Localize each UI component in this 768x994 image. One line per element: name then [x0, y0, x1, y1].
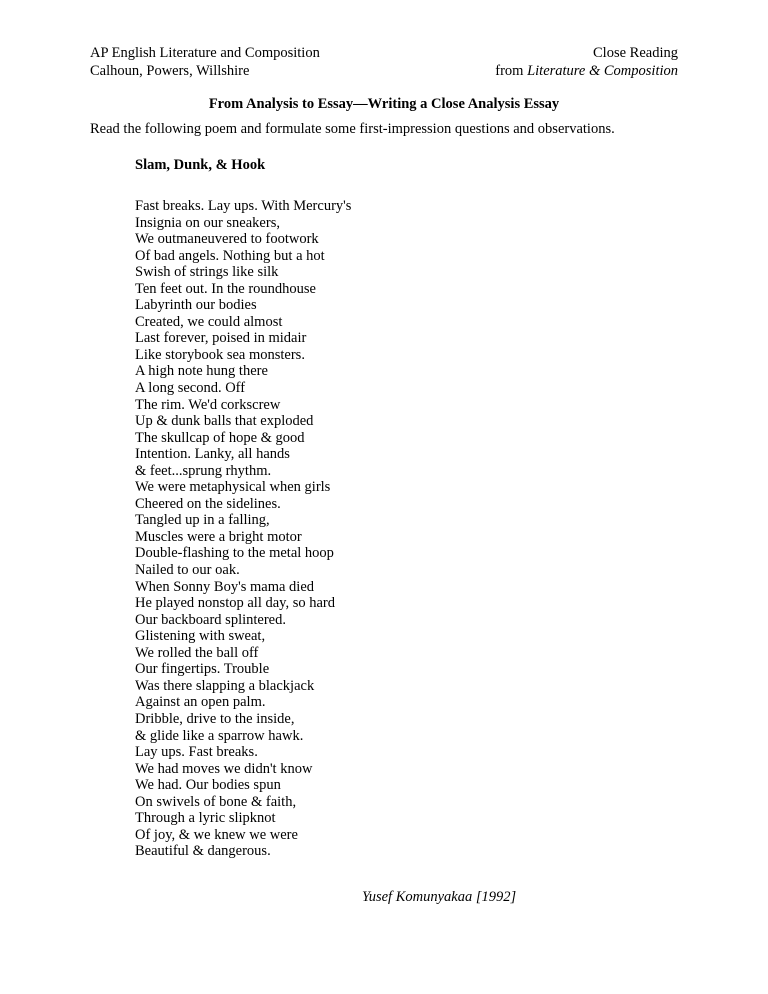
poem-line: & glide like a sparrow hawk.	[135, 727, 304, 744]
poem-line: Was there slapping a blackjack	[135, 677, 315, 694]
poem-line: Last forever, poised in midair	[135, 330, 307, 347]
poem-line: Muscles were a bright motor	[135, 528, 302, 545]
teacher-names: Calhoun, Powers, Willshire	[90, 63, 250, 79]
document-title: From Analysis to Essay—Writing a Close Analysis Essay	[208, 96, 560, 112]
poem-line: We had. Our bodies spun	[135, 777, 281, 794]
poem-line: On swivels of bone & faith,	[135, 793, 297, 810]
poem-line: Our fingertips. Trouble	[135, 661, 270, 678]
poem-line: Lay ups. Fast breaks.	[135, 744, 258, 761]
poem-line: Our backboard splintered.	[135, 611, 286, 628]
poem-line: The skullcap of hope & good	[135, 429, 305, 446]
poem-line: We rolled the ball off	[135, 644, 259, 661]
poem-line: & feet...sprung rhythm.	[135, 462, 272, 479]
poem-line: Tangled up in a falling,	[135, 512, 270, 529]
header-unit-info	[495, 44, 678, 80]
poem-line: Up & dunk balls that exploded	[135, 413, 314, 430]
poem-line: Like storybook sea monsters.	[135, 346, 305, 363]
poem-line: Of bad angels. Nothing but a hot	[135, 247, 325, 264]
poem-line: Intention. Lanky, all hands	[135, 446, 290, 463]
poem-line: Ten feet out. In the roundhouse	[135, 280, 316, 297]
poem-line: Cheered on the sidelines.	[135, 495, 281, 512]
poem-attribution: Yusef Komunyakaa [1992]	[362, 889, 517, 905]
source-prefix: from	[495, 63, 528, 79]
instructions: Read the following poem and formulate some first-impression questions and observations.	[90, 121, 615, 137]
poem-line: Fast breaks. Lay ups. With Mercury's	[135, 198, 352, 214]
poem-line: Dribble, drive to the inside,	[135, 710, 295, 727]
unit-name: Close Reading	[593, 45, 678, 61]
poem-title: Slam, Dunk, & Hook	[135, 157, 266, 173]
course-name: AP English Literature and Composition	[90, 45, 320, 61]
poem-line: Double-flashing to the metal hoop	[135, 545, 334, 562]
poem-line: Labyrinth our bodies	[135, 297, 257, 314]
poem-line: Against an open palm.	[135, 694, 266, 711]
poem-line: He played nonstop all day, so hard	[135, 595, 335, 612]
source-line	[495, 62, 678, 80]
poem-line: Created, we could almost	[135, 313, 283, 330]
poem-line: Through a lyric slipknot	[135, 810, 276, 827]
poem-line: Nailed to our oak.	[135, 562, 240, 579]
poem-line: We were metaphysical when girls	[135, 479, 331, 496]
poem-line: We outmaneuvered to footwork	[135, 231, 319, 248]
poem-line: Glistening with sweat,	[135, 628, 266, 645]
poem-line: When Sonny Boy's mama died	[135, 578, 315, 595]
poem-line: A long second. Off	[135, 380, 246, 397]
poem-body	[135, 198, 351, 860]
source-book-title: Literature & Composition	[527, 63, 678, 79]
poem-line: Swish of strings like silk	[135, 264, 279, 281]
poem-line: We had moves we didn't know	[135, 760, 313, 777]
poem-line: The rim. We'd corkscrew	[135, 396, 281, 413]
poem-line: A high note hung there	[135, 363, 268, 380]
poem-line: Insignia on our sneakers,	[135, 214, 280, 231]
poem-line: Of joy, & we knew we were	[135, 826, 298, 843]
poem-line: Beautiful & dangerous.	[135, 843, 271, 860]
header-course-info	[90, 44, 320, 80]
